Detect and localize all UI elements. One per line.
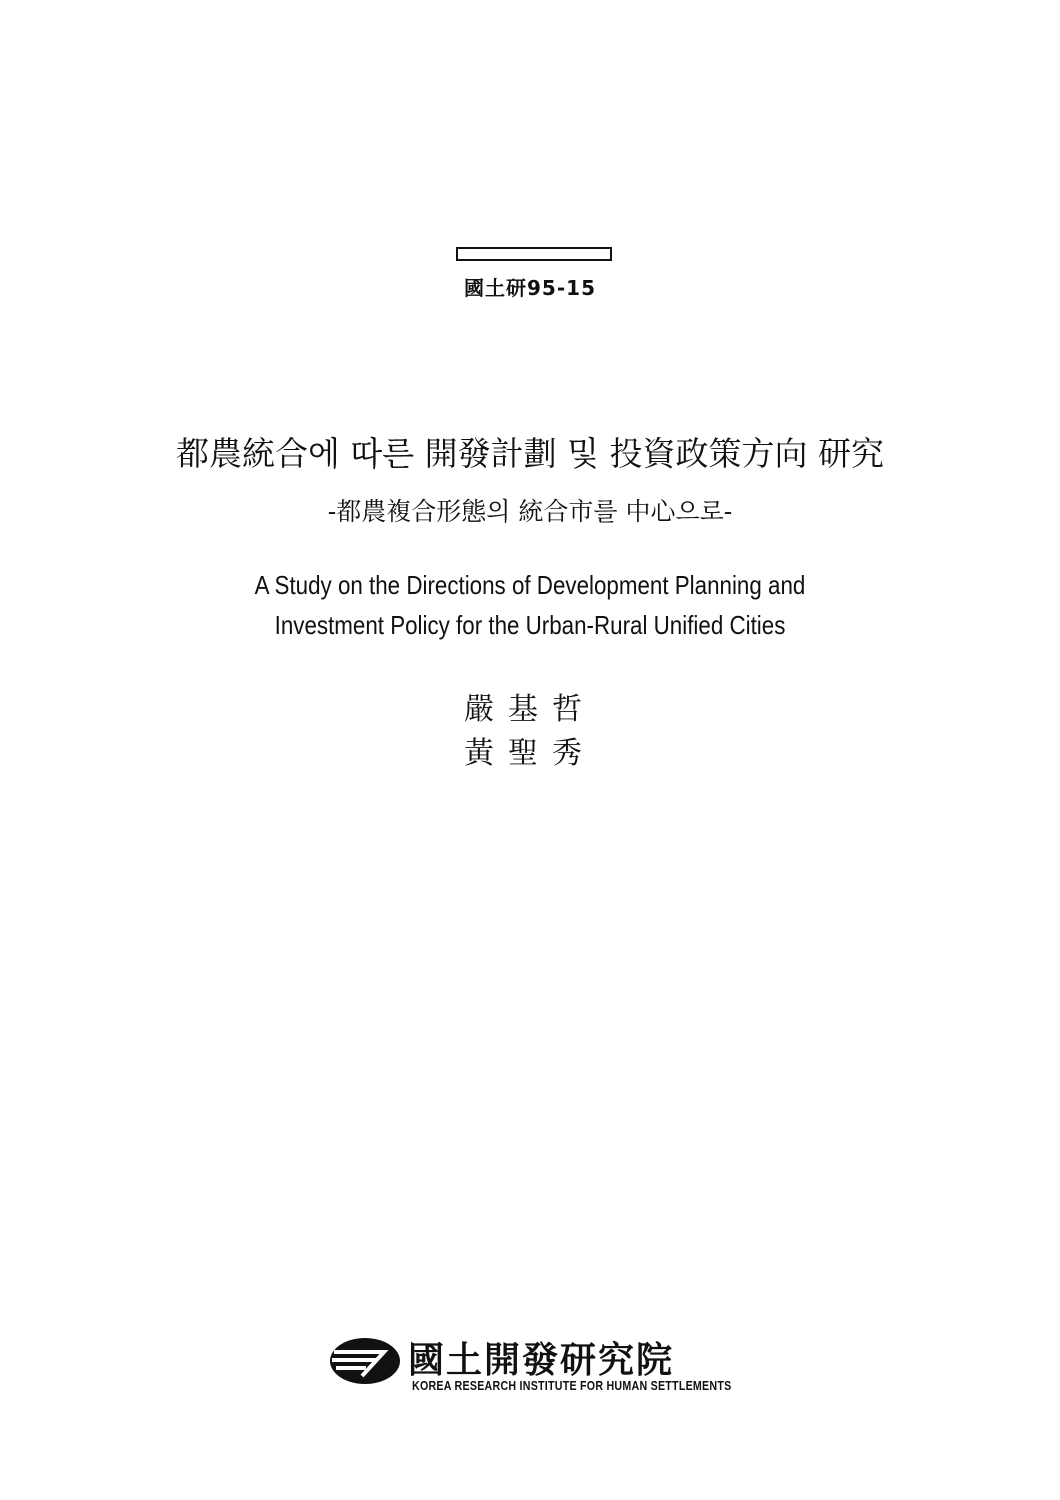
subtitle-korean: -都農複合形態의 統合市를 中心으로-: [327, 497, 733, 526]
publisher-name-korean: 國土開發研究院: [408, 1339, 675, 1381]
kri-logo-icon: [328, 1336, 402, 1386]
title-english-line-1: A Study on the Directions of Development Planning and: [254, 570, 806, 600]
author-1: 嚴基哲: [464, 692, 596, 727]
report-number: 國土研95-15: [464, 276, 596, 300]
publisher: [328, 1332, 738, 1396]
author-2: 黃聖秀: [464, 736, 596, 771]
report-number-box: [456, 247, 612, 261]
authors: [0, 688, 1060, 776]
title-korean: 都農統合에 따른 開發計劃 및 投資政策方向 研究: [176, 434, 884, 473]
publisher-name-english: KOREA RESEARCH INSTITUTE FOR HUMAN SETTLEMENTS: [412, 1378, 732, 1393]
title-english: [74, 565, 986, 645]
title-english-line-2: Investment Policy for the Urban-Rural Unified Cities: [274, 610, 786, 640]
